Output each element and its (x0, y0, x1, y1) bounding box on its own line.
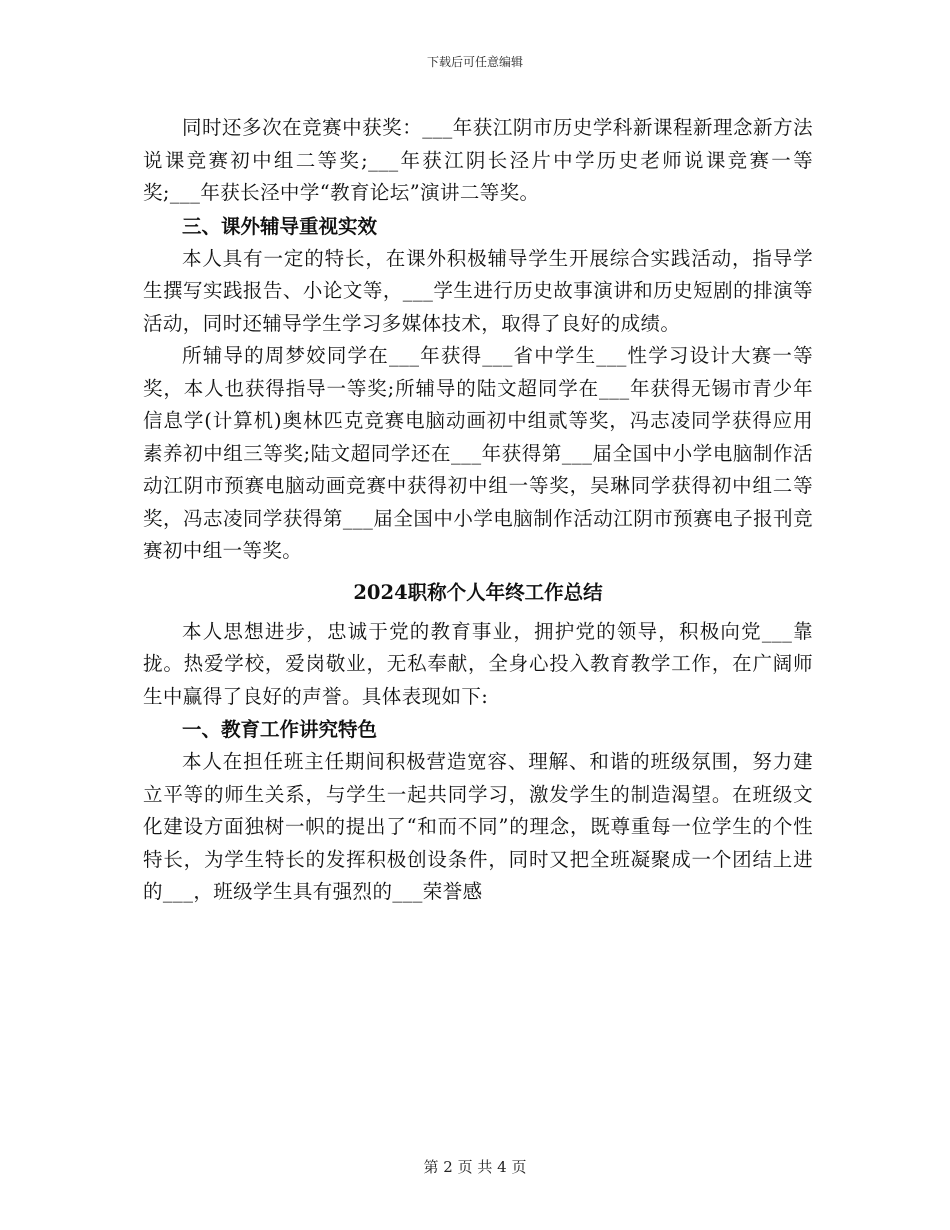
section-heading-1: 一、教育工作讲究特色 (182, 718, 378, 741)
document-title: 2024职称个人年终工作总结 (353, 580, 603, 604)
document-body (143, 112, 813, 909)
page-footer: 第 2 页 共 4 页 (423, 1158, 527, 1176)
paragraph-extracurricular: 本人具有一定的特长，在课外积极辅导学生开展综合实践活动，指导学生撰写实践报告、小论文等，___学生进行历史故事演讲和历史短剧的排演等活动，同时还辅导学生学习多媒体技术，取得了良好的成绩。 (143, 246, 813, 335)
paragraph-awards: 同时还多次在竞赛中获奖：___年获江阴市历史学科新课程新理念新方法说课竞赛初中组二等奖;___年获江阴长泾片中学历史老师说课竞赛一等奖;___年获长泾中学“教育论坛”演讲二等奖。 (143, 116, 813, 204)
paragraph-student-awards: 所辅导的周梦姣同学在___年获得___省中学生___性学习设计大赛一等奖，本人也获得指导一等奖;所辅导的陆文超同学在___年获得无锡市青少年信息学(计算机)奥林匹克竞赛电脑动画初中组贰等奖，冯志凌同学获得应用素养初中组三等奖;陆文超同学还在___年获得第___届全国中小学电脑制作活动江阴市预赛电脑动画竞赛中获得初中组一等奖，吴琳同学获得初中组二等奖，冯志凌同学获得第___届全国中小学电脑制作活动江阴市预赛电子报刊竞赛初中组一等奖。 (143, 344, 813, 562)
paragraph-intro: 本人思想进步，忠诚于党的教育事业，拥护党的领导，积极向党___靠拢。热爱学校，爱岗敬业，无私奉献，全身心投入教育教学工作，在广阔师生中赢得了良好的声誉。具体表现如下: (143, 619, 813, 708)
paragraph-class-management: 本人在担任班主任期间积极营造宽容、理解、和谐的班级氛围，努力建立平等的师生关系，与学生一起共同学习，激发学生的制造渴望。在班级文化建设方面独树一帜的提出了“和而不同”的理念，既尊重每一位学生的个性特长，为学生特长的发挥积极创设条件，同时又把全班凝聚成一个团结上进的___，班级学生具有强烈的___荣誉感 (143, 750, 813, 903)
page-header: 下载后可任意编辑 (426, 55, 523, 69)
section-heading-3: 三、课外辅导重视实效 (182, 214, 378, 238)
